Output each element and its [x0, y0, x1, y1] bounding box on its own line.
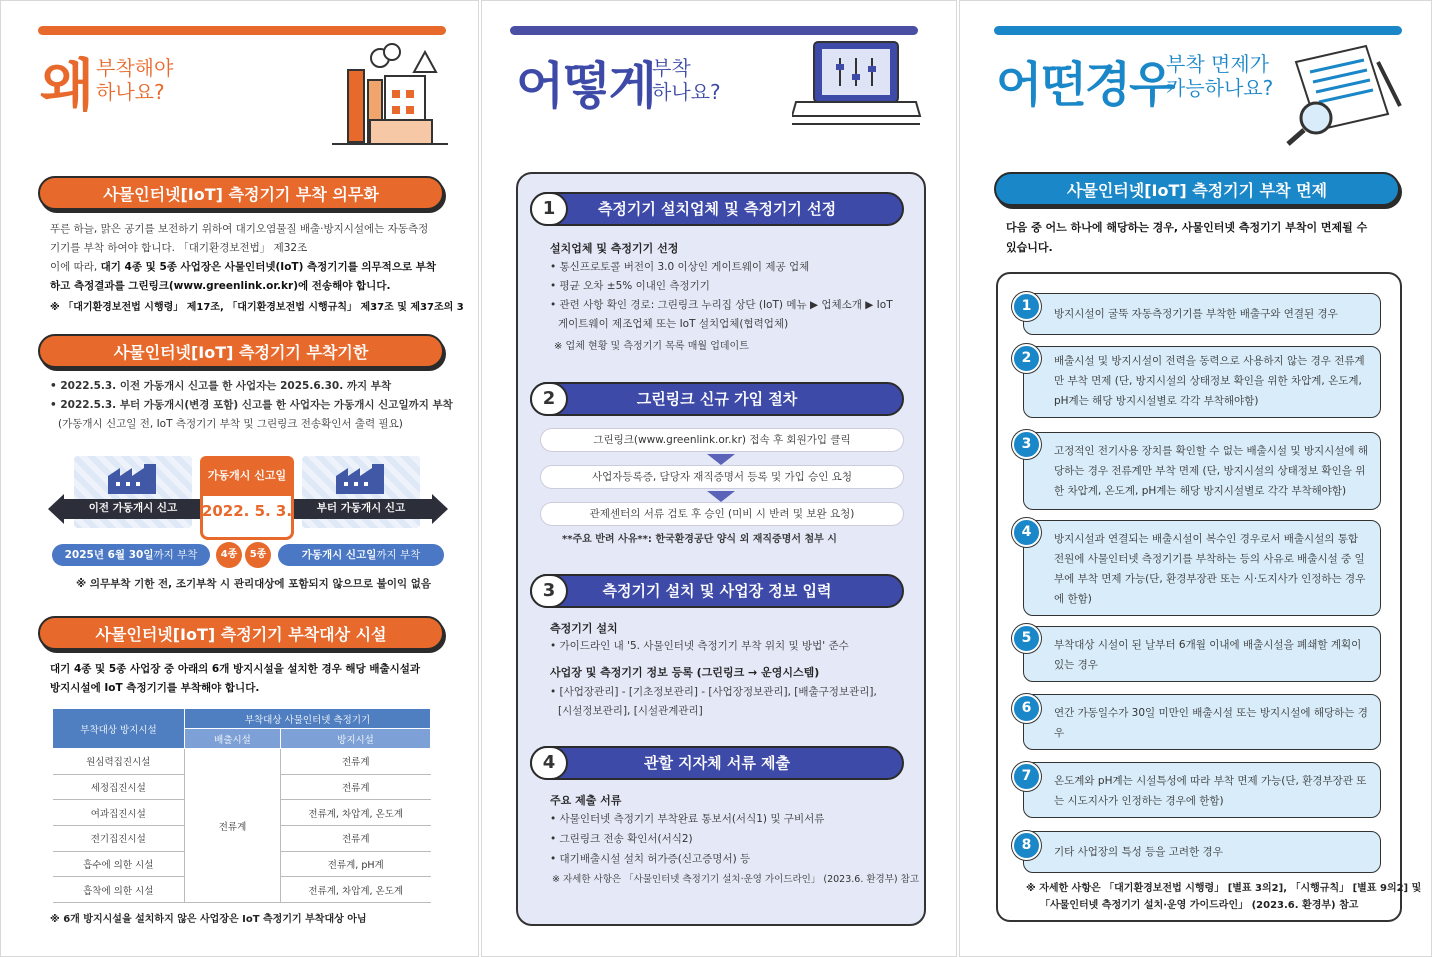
panel2-subtitle-1: 부착	[652, 56, 691, 80]
target-facility-table	[52, 708, 431, 903]
step1-title: 측정기기 설치업체 및 측정기기 선정	[597, 200, 837, 218]
sec1-para-2: 기기를 부착 하여야 합니다. 「대기환경보전법」 제32조	[50, 242, 308, 254]
step3-number: 3	[530, 574, 568, 608]
exemption-item: 배출시설 및 방지시설이 전력을 동력으로 사용하지 않는 경우 전류계만 부착 면제 (단, 방지시설의 상태정보 확인을 위한 차압계, 온도계, pH계는 해당 방지시설별로 각각 부착해야함)	[1023, 346, 1381, 418]
exemption-footnote-1: ※ 자세한 사항은 「대기환경보전법 시행령」 [별표 3의2], 「시행규칙」 [별표 9의2] 및	[1026, 883, 1422, 894]
signup-step-3: 관제센터의 서류 검토 후 승인 (미비 시 반려 및 보완 요청)	[540, 502, 904, 526]
exemption-number-badge: 8	[1012, 831, 1041, 860]
exemption-item: 연간 가동일수가 30일 미만인 배출시설 또는 방지시설에 해당하는 경우	[1023, 694, 1381, 750]
exemption-item: 기타 사업장의 특성 등을 고려한 경우	[1023, 831, 1381, 873]
panel3-big-title: 어떤경우	[996, 57, 1174, 113]
exemption-item: 온도계와 pH계는 시설특성에 따라 부착 면제 가능(단, 환경부장관 또는 시도지사가 인정하는 경우에 한함)	[1023, 762, 1381, 818]
exemption-number-badge: 7	[1012, 762, 1041, 791]
step1-note: ※ 업체 현황 및 측정기기 목록 매월 업데이트	[554, 341, 749, 352]
step1-bullet-4: 게이트웨이 제조업체 또는 IoT 설치업체(협력업체)	[558, 318, 789, 330]
table-cell-prevention: 전류계	[281, 774, 431, 800]
deadline-bullet-2: • 2022.5.3. 부터 가동개시(변경 포함) 신고를 한 사업자는 가동개시 신고일까지 부착	[50, 399, 453, 411]
exemption-intro-1: 다음 중 어느 하나에 해당하는 경우, 사물인터넷 측정기기 부착이 면제될 수	[1006, 221, 1368, 234]
deadline-left-pill: 2025년 6월 30일까지 부착	[52, 544, 210, 566]
signup-step-1: 그린링크(www.greenlink.or.kr) 접속 후 회원가입 클릭	[540, 428, 904, 452]
timeline-left-label: 이전 가동개시 신고	[88, 502, 178, 514]
sec1-para-3: 이에 따라, 대기 4종 및 5종 사업장은 사물인터넷(IoT) 측정기기를 의무적으로 부착	[50, 261, 437, 273]
badge-class4: 4종	[216, 542, 242, 568]
table-cell-prevention: 전류계, 차압계, 온도계	[281, 800, 431, 826]
step4-note: ※ 자세한 사항은 「사물인터넷 측정기기 설치·운영 가이드라인」 (2023.6. 환경부) 참고	[552, 874, 919, 885]
step1-heading: 설치업체 및 측정기기 선정	[550, 242, 679, 255]
exemption-intro-2: 있습니다.	[1006, 241, 1053, 254]
deadline-right-pill: 가동개시 신고일까지 부착	[278, 544, 444, 566]
table-header-emission: 배출시설	[185, 729, 281, 749]
sec1-note: ※ 「대기환경보전법 시행령」 제17조, 「대기환경보전법 시행규칙」 제37조 및 제37조의 3	[50, 302, 464, 313]
step3-heading-2: 사업장 및 측정기기 정보 등록 (그린링크 → 운영시스템)	[550, 666, 820, 679]
exemption-number-badge: 6	[1012, 694, 1041, 723]
step1-bullet-1: • 통신프로토콜 버전이 3.0 이상인 게이트웨이 제공 업체	[550, 261, 810, 273]
step1-bullet-2: • 평균 오차 ±5% 이내인 측정기기	[550, 280, 710, 292]
table-header-prevention: 방지시설	[281, 729, 431, 749]
step4-bullet-2: • 그린링크 전송 확인서(서식2)	[550, 833, 693, 845]
step3-bullet-2: • [사업장관리] - [기초정보관리] - [사업장정보관리], [배출구정보관리],	[550, 686, 877, 698]
sec3-para-2: 방지시설에 IoT 측정기기를 부착해야 합니다.	[50, 682, 260, 694]
sec3-para-1: 대기 4종 및 5종 사업장 중 아래의 6개 방지시설을 설치한 경우 해당 배출시설과	[50, 663, 421, 675]
step4-title: 관할 지자체 서류 제출	[643, 754, 791, 772]
step2-number: 2	[530, 382, 568, 416]
panel1-subtitle-2: 하나요?	[96, 80, 165, 104]
step4-heading: 주요 제출 서류	[550, 794, 622, 807]
step3-bullet-1: • 가이드라인 내 '5. 사물인터넷 측정기기 부착 위치 및 방법' 준수	[550, 640, 849, 652]
exemption-item: 방지시설과 연결되는 배출시설이 복수인 경우로서 배출시설의 통합 전원에 사물인터넷 측정기기를 부착하는 등의 사유로 배출시설 중 일부에 부착 면제 가능(단, 환경부장관 또는 시·도지사가 인정하는 경우에 한함)	[1023, 520, 1381, 616]
panel2-big-title: 어떻게	[516, 57, 655, 115]
table-cell-facility: 흡착에 의한 시설	[53, 877, 185, 903]
step2-note: **주요 반려 사유**: 한국환경공단 양식 외 재직증명서 첨부 시	[562, 534, 837, 545]
table-cell-facility: 여과집진시설	[53, 800, 185, 826]
signup-step-2: 사업자등록증, 담당자 재직증명서 등록 및 가입 승인 요청	[540, 465, 904, 489]
table-cell-facility: 전기집진시설	[53, 826, 185, 852]
section-target-title: 사물인터넷[IoT] 측정기기 부착대상 시설	[38, 616, 444, 650]
panel2-subtitle-2: 하나요?	[652, 80, 721, 104]
sec1-para-4: 하고 측정결과를 그린링크(www.greenlink.or.kr)에 전송해야 합니다.	[50, 280, 391, 292]
exemption-item: 고정적인 전기사용 장치를 확인할 수 없는 배출시설 및 방지시설에 해당하는 경우 전류계만 부착 면제 (단, 방지시설의 상태정보 확인을 위한 차압계, 온도계, pH계는 해당 방지시설별로 각각 부착해야함)	[1023, 432, 1381, 510]
exemption-number-badge: 2	[1012, 344, 1041, 373]
exemption-number-badge: 5	[1012, 624, 1041, 653]
timeline-center-header: 가동개시 신고일	[200, 456, 294, 496]
table-header-facility: 부착대상 방지시설	[53, 709, 185, 749]
exemption-item: 방지시설이 굴뚝 자동측정기기를 부착한 배출구와 연결된 경우	[1023, 293, 1381, 335]
top-bar-blue	[994, 26, 1402, 35]
badge-class5: 5종	[245, 542, 271, 568]
step3-title: 측정기기 설치 및 사업장 정보 입력	[602, 582, 832, 600]
table-cell-prevention: 전류계	[281, 826, 431, 852]
factory-icon-left	[106, 462, 160, 496]
exemption-number-badge: 4	[1012, 518, 1041, 547]
table-cell-prevention: 전류계	[281, 749, 431, 775]
top-bar-orange	[38, 26, 446, 35]
step1-number: 1	[530, 192, 568, 226]
table-cell-emission-merged: 전류계	[185, 749, 281, 903]
section-exemption-title: 사물인터넷[IoT] 측정기기 부착 면제	[994, 172, 1400, 206]
top-bar-purple	[510, 26, 918, 35]
deadline-bullet-3: (가동개시 신고일 전, IoT 측정기기 부착 및 그린링크 전송확인서 출력 필요)	[58, 418, 403, 430]
table-cell-facility: 세정집진시설	[53, 774, 185, 800]
flow-arrow-icon	[707, 491, 735, 502]
step4-number: 4	[530, 746, 568, 780]
panel1-big-title: 왜	[40, 54, 93, 119]
step2-title: 그린링크 신규 가입 절차	[636, 390, 798, 408]
section-mandatory-title: 사물인터넷[IoT] 측정기기 부착 의무화	[38, 176, 444, 210]
step3-header	[530, 574, 904, 608]
step4-bullet-3: • 대기배출시설 설치 허가증(신고증명서) 등	[550, 853, 751, 865]
exemption-number-badge: 1	[1012, 292, 1041, 321]
table-row	[53, 749, 431, 775]
timeline-date: 2022. 5. 3.	[201, 502, 293, 520]
table-cell-facility: 흡수에 의한 시설	[53, 851, 185, 877]
exemption-number-badge: 3	[1012, 430, 1041, 459]
panel3-subtitle-2: 가능하나요?	[1166, 76, 1274, 100]
flow-arrow-icon	[707, 454, 735, 465]
step1-bullet-3: • 관련 사항 확인 경로: 그린링크 누리집 상단 (IoT) 메뉴 ▶ 업체소개 ▶ IoT	[550, 299, 893, 311]
exemption-footnote-2: 「사물인터넷 측정기기 설치·운영 가이드라인」 (2023.6. 환경부) 참고	[1040, 900, 1359, 911]
laptop-illustration	[792, 40, 922, 128]
step4-bullet-1: • 사물인터넷 측정기기 부착완료 통보서(서식1) 및 구비서류	[550, 813, 825, 825]
table-cell-facility: 원심력집진시설	[53, 749, 185, 775]
section-deadline-title: 사물인터넷[IoT] 측정기기 부착기한	[38, 334, 444, 368]
factory-illustration	[330, 40, 450, 150]
deadline-bullet-1: • 2022.5.3. 이전 가동개시 신고를 한 사업자는 2025.6.30. 까지 부착	[50, 380, 392, 392]
table-note: ※ 6개 방지시설을 설치하지 않은 사업장은 IoT 측정기기 부착대상 아님	[50, 914, 367, 925]
exemption-item: 부착대상 시설이 된 날부터 6개월 이내에 배출시설을 폐쇄할 계획이 있는 경우	[1023, 626, 1381, 682]
step4-header	[530, 746, 904, 780]
step3-heading-1: 측정기기 설치	[550, 622, 618, 635]
table-header-devices: 부착대상 사물인터넷 측정기기	[185, 709, 431, 729]
panel3-subtitle-1: 부착 면제가	[1166, 52, 1269, 76]
step3-bullet-3: [시설정보관리], [시설관계관리]	[558, 705, 703, 717]
factory-icon-right	[334, 462, 388, 496]
step2-header	[530, 382, 904, 416]
table-cell-prevention: 전류계, 차압계, 온도계	[281, 877, 431, 903]
table-cell-prevention: 전류계, pH계	[281, 851, 431, 877]
step1-header	[530, 192, 904, 226]
document-magnifier-illustration	[1282, 42, 1404, 146]
timeline-right-label: 부터 가동개시 신고	[316, 502, 406, 514]
sec1-para-1: 푸른 하늘, 맑은 공기를 보전하기 위하여 대기오염물질 배출·방지시설에는 자동측정	[50, 223, 429, 235]
panel1-subtitle-1: 부착해야	[96, 56, 174, 80]
deadline-note: ※ 의무부착 기한 전, 조기부착 시 관리대상에 포함되지 않으므로 불이익 없음	[76, 578, 432, 590]
